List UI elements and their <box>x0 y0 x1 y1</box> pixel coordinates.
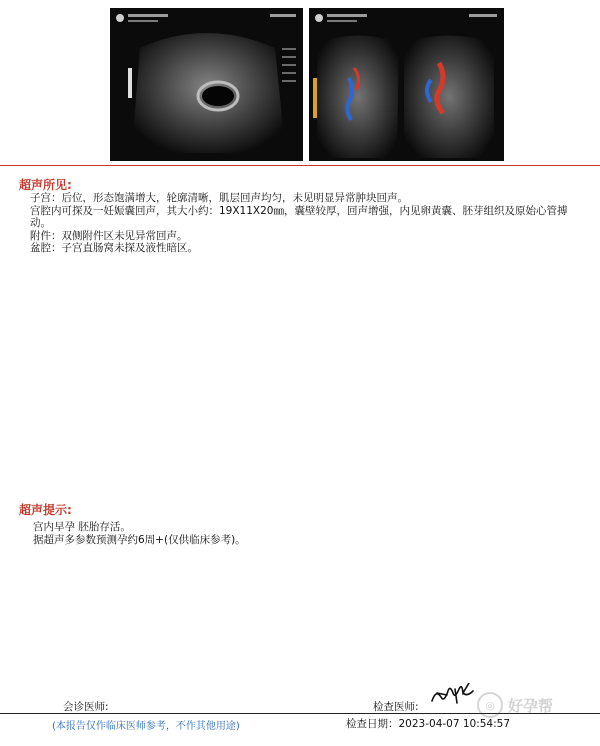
signature-icon <box>429 683 477 709</box>
divider-top <box>0 165 600 166</box>
ultrasound-grayscale-icon <box>110 8 303 161</box>
exam-date: 检查日期：2023-04-07 10:54:57 <box>346 718 511 730</box>
findings-line: 附件：双侧附件区未见异常回声。 <box>30 229 188 242</box>
findings-line: 子宫：后位，形态饱满增大，轮廓清晰，肌层回声均匀，未见明显异常肿块回声。 <box>30 192 408 204</box>
findings-title: 超声所见: <box>19 178 72 192</box>
impression-body <box>33 521 553 547</box>
examiner-label: 检查医师: <box>373 701 419 713</box>
watermark-text: 好孕帮 <box>508 696 554 715</box>
consult-doctor-label: 会诊医师: <box>63 701 109 713</box>
disclaimer-text: (本报告仅作临床医师参考，不作其他用途) <box>52 721 240 732</box>
watermark-logo-icon: ◎ <box>477 692 503 718</box>
divider-footer <box>0 713 600 714</box>
findings-line: 宫腔内可探及一妊娠囊回声，其大小约：19X11X20㎜，囊壁较厚，回声增强，内见卵黄囊、胚芽组织及原始心管搏动。 <box>30 204 568 229</box>
ultrasound-doppler-icon <box>309 8 504 161</box>
ultrasound-image-right <box>309 8 504 161</box>
ultrasound-image-left <box>110 8 303 161</box>
findings-line: 盆腔：子宫直肠窝未探及液性暗区。 <box>30 242 198 254</box>
findings-body <box>30 192 570 255</box>
impression-line: 宫内早孕 胚胎存活。 <box>33 521 131 533</box>
impression-line: 据超声多参数预测孕约6周+(仅供临床参考)。 <box>33 534 246 546</box>
impression-title: 超声提示: <box>19 503 72 517</box>
